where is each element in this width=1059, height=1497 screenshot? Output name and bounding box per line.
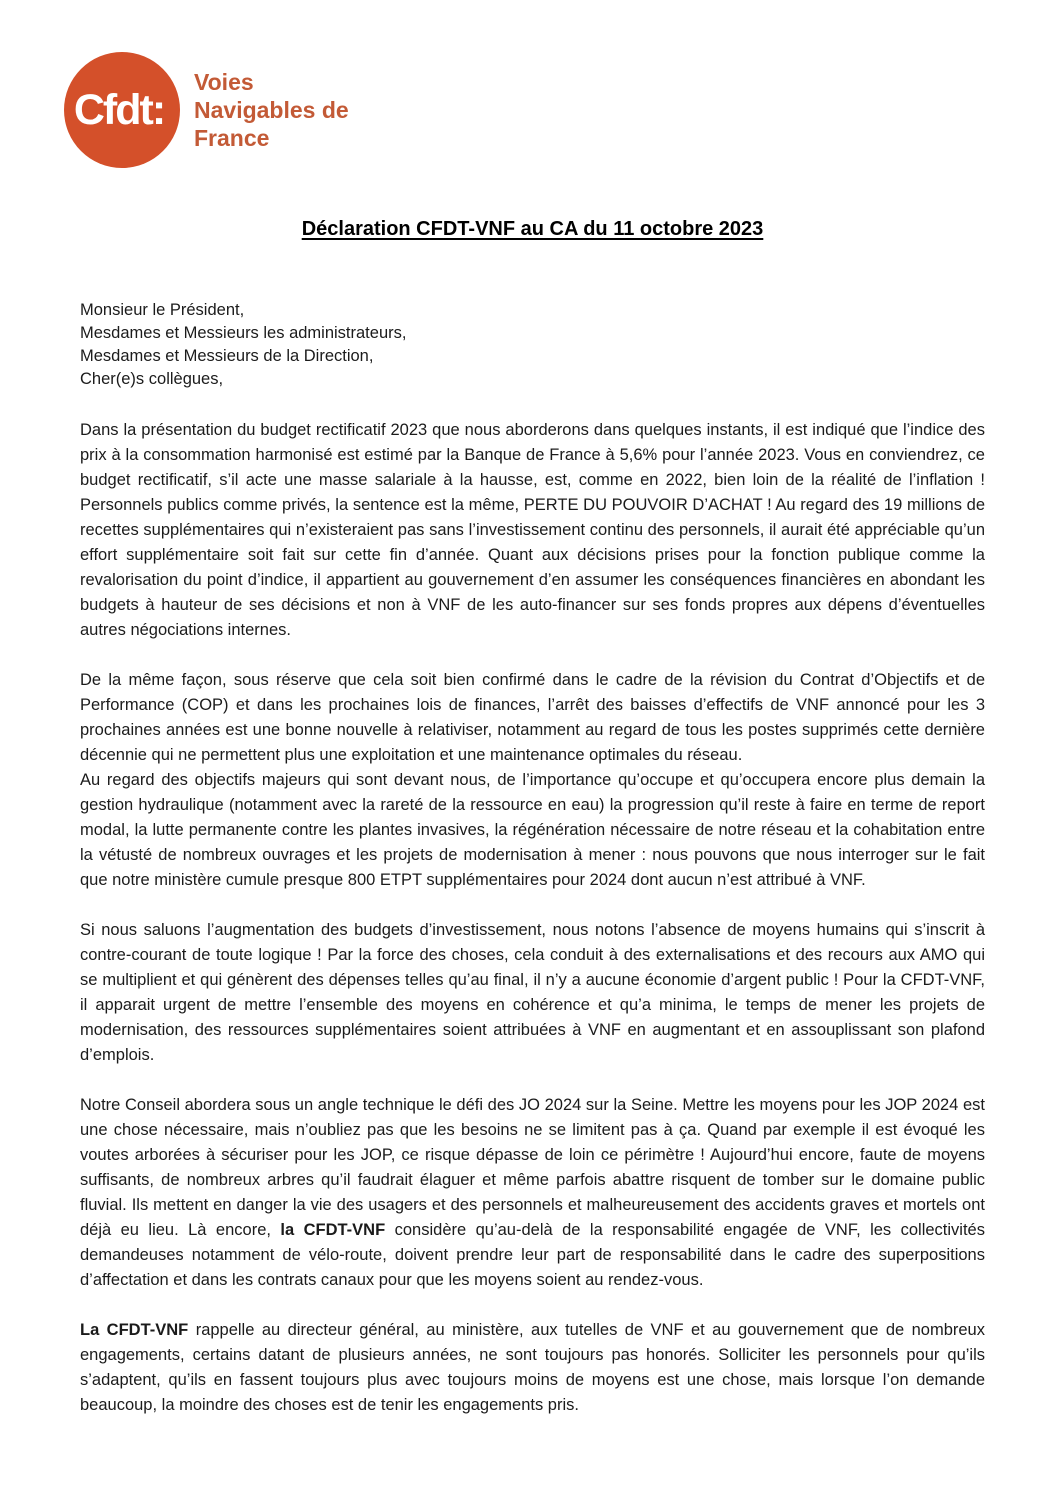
salutation-line: Monsieur le Président, — [80, 301, 245, 319]
salutation-line: Cher(e)s collègues, — [80, 370, 224, 388]
document-title-text: Déclaration CFDT-VNF au CA du 11 octobre 2023 — [301, 218, 764, 240]
org-name-line: Voies — [194, 69, 254, 95]
salutation-block — [80, 299, 985, 391]
paragraph-bold-segment: La CFDT-VNF — [80, 1321, 189, 1339]
paragraph — [80, 918, 985, 1068]
salutation-line: Mesdames et Messieurs les administrateurs, — [80, 324, 407, 342]
paragraph — [80, 768, 985, 893]
org-name-line: Navigables de — [194, 97, 349, 123]
paragraph-segment: Dans la présentation du budget rectificatif 2023 que nous aborderons dans quelques instants, il est indiqué que l’indice des prix à la consommation harmonisé est estimé par la Banque de France à 5,6% pour l’année 2023. Vous en conviendrez, ce budget rectificatif, s’il acte une masse salariale à la hausse, est, comme en 2022, bien loin de la réalité de l’inflation ! Personnels publics comme privés, la sentence est la même, PERTE DU POUVOIR D’ACHAT ! Au regard des 19 millions de recettes supplémentaires qui n’existeraient pas sans l’investissement continu des personnels, il aurait été appréciable qu’un effort supplémentaire soit fait sur cette fin d’année. Quant aux décisions prises pour la fonction publique comme la revalorisation du point d’indice, il appartient au gouvernement d’en assumer les conséquences financières en abondant les budgets à hauteur de ses décisions et non à VNF de les auto-financer sur ses fonds propres aux dépens d’éventuelles autres négociations internes. — [80, 421, 985, 639]
document-title — [80, 218, 985, 241]
paragraph-bold-segment: la CFDT-VNF — [280, 1221, 386, 1239]
cfdt-logo-badge-text: Cfdt: — [73, 85, 165, 134]
paragraph-segment: Si nous saluons l’augmentation des budgets d’investissement, nous notons l’absence de moyens humains qui s’inscrit à contre-courant de toute logique ! Par la force des choses, cela conduit à des externalisations et des recours aux AMO qui se multiplient et qui génèrent des dépenses telles qu’au final, il n’y a aucune économie d’argent public ! Pour la CFDT-VNF, il apparait urgent de mettre l’ensemble des moyens en cohérence et qu’a minima, le temps de mener les projets de modernisation, des ressources supplémentaires soient attribuées à VNF en augmentant et en assouplissant son plafond d’emplois. — [80, 921, 985, 1064]
paragraph-segment: considère qu’au-delà de la responsabilité engagée de VNF, les collectivités demandeuses notamment de vélo-route, doivent prendre leur part de responsabilité dans le cadre des superpositions d’affectation et dans les contrats canaux pour que les moyens soient au rendez-vous. — [80, 1221, 985, 1289]
paragraph-segment: rappelle au directeur général, au ministère, aux tutelles de VNF et au gouvernement que de nombreux engagements, certains datant de plusieurs années, ne sont toujours pas honorés. Solliciter les personnels pour qu’ils s’adaptent, qu’ils en fassent toujours plus avec toujours moins de moyens est une chose, mais lorsque l’on demande beaucoup, la moindre des choses est de tenir les engagements pris. — [80, 1321, 985, 1414]
cfdt-logo-badge — [64, 52, 180, 168]
paragraph-segment: De la même façon, sous réserve que cela soit bien confirmé dans le cadre de la révision du Contrat d’Objectifs et de Performance (COP) et dans les prochaines lois de finances, l’arrêt des baisses d’effectifs de VNF annoncé pour les 3 prochaines années est une bonne nouvelle à relativiser, notamment au regard de tous les postes supprimés cette dernière décennie qui ne permettent plus une exploitation et une maintenance optimales du réseau. — [80, 671, 985, 764]
salutation-line: Mesdames et Messieurs de la Direction, — [80, 347, 374, 365]
paragraph — [80, 668, 985, 768]
paragraph-segment: Notre Conseil abordera sous un angle technique le défi des JO 2024 sur la Seine. Mettre les moyens pour les JOP 2024 est une chose nécessaire, mais n’oubliez pas que les besoins ne se limitent pas à ça. Quand par exemple il est évoqué les voutes arborées à sécuriser pour les JOP, ce risque dépasse de loin ce périmètre ! Aujourd’hui encore, faute de moyens suffisants, de nombreux arbres qu’il faudrait élaguer et même parfois abattre risquent de tomber sur le domaine public fluvial. Ils mettent en danger la vie des usagers et des personnels et malheureusement des accidents graves et mortels ont déjà eu lieu. Là encore, — [80, 1096, 985, 1239]
paragraph — [80, 1093, 985, 1293]
paragraph — [80, 1318, 985, 1418]
paragraph-segment: Au regard des objectifs majeurs qui sont devant nous, de l’importance qu’occupe et qu’occupera encore plus demain la gestion hydraulique (notamment avec la rareté de la ressource en eau) la progression qu’il reste à faire en terme de report modal, la lutte permanente contre les plantes invasives, la régénération nécessaire de notre réseau et la cohabitation entre la vétusté de nombreux ouvrages et les projets de modernisation à mener : nous pouvons que nous interroger sur le fait que notre ministère cumule presque 800 ETPT supplémentaires pour 2024 dont aucun n’est attribué à VNF. — [80, 771, 985, 889]
paragraph — [80, 418, 985, 643]
org-name — [194, 68, 349, 152]
document-body — [80, 418, 985, 1418]
org-name-line: France — [194, 125, 270, 151]
cfdt-logo — [64, 52, 985, 174]
